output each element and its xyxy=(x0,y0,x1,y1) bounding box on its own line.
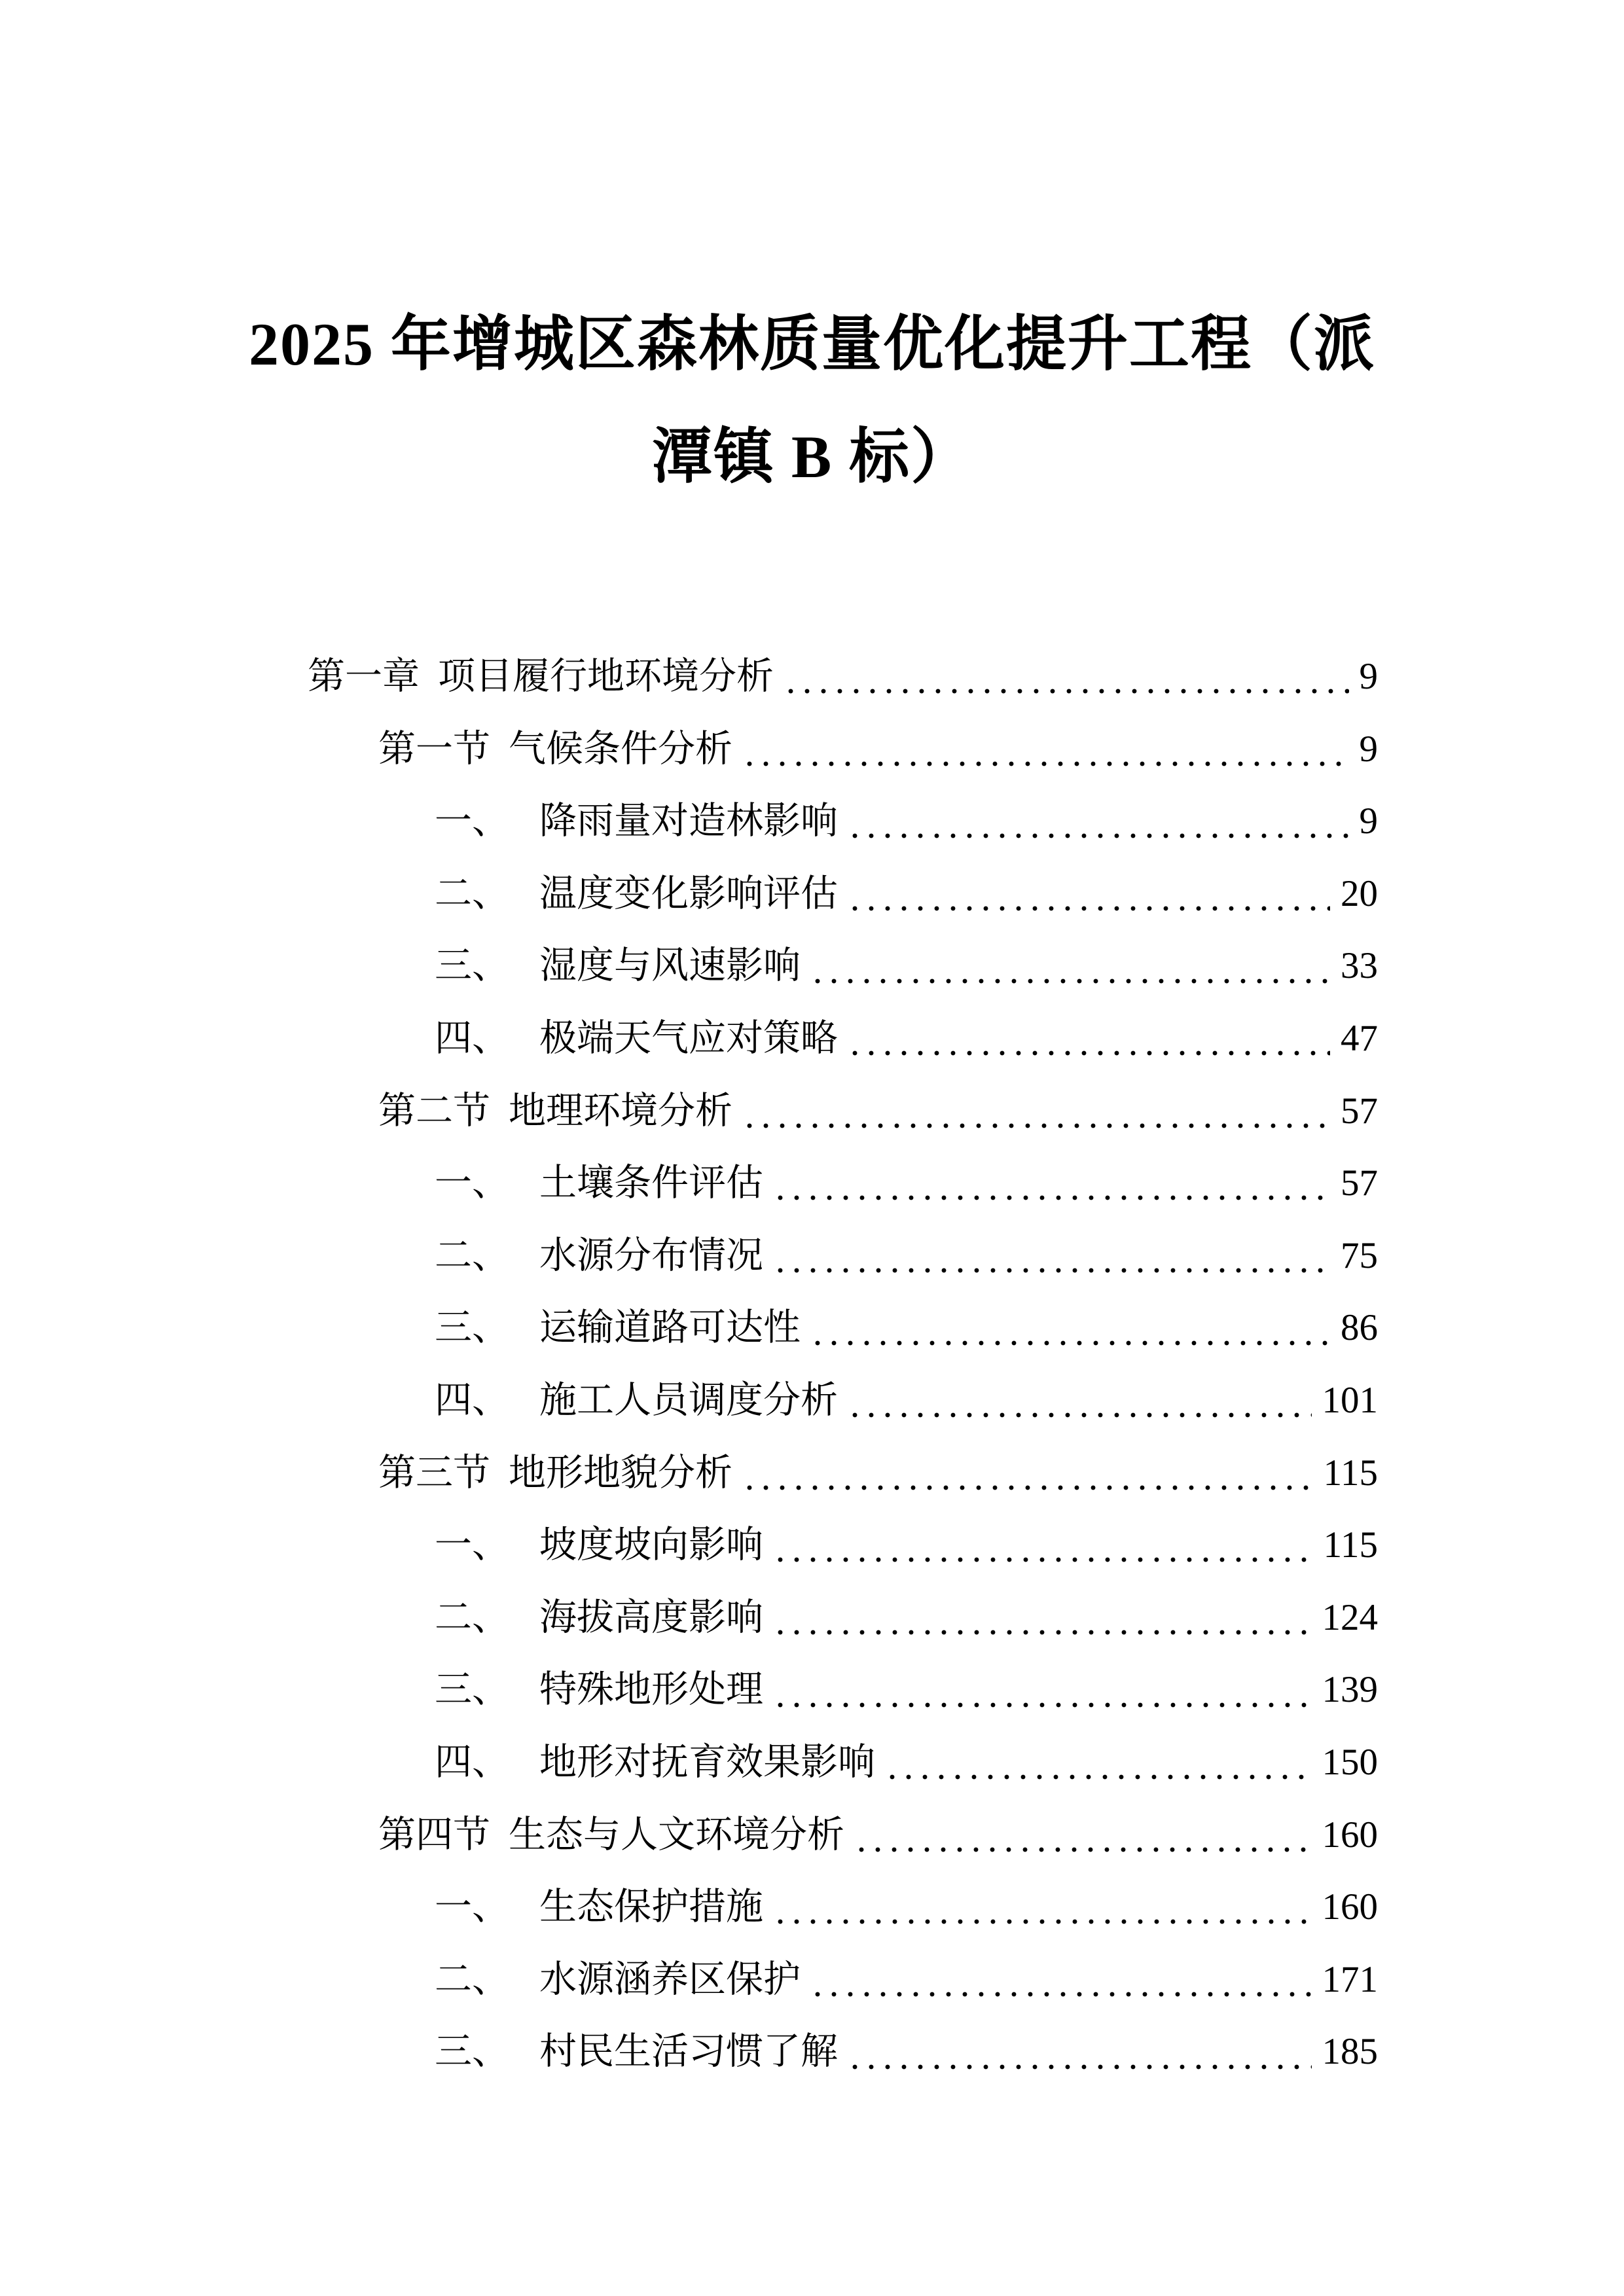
toc-page-number: 20 xyxy=(1341,872,1378,914)
toc-entry-label: 一、 xyxy=(435,800,509,842)
toc-dot-leader xyxy=(778,1702,1312,1708)
toc-page-number: 150 xyxy=(1322,1741,1378,1783)
toc-entry-label: 二、 xyxy=(435,1596,509,1638)
document-title-line-1: 2025 年增城区森林质量优化提升工程（派 xyxy=(248,311,1375,378)
toc-list xyxy=(0,641,1624,2089)
toc-entry-label: 三、 xyxy=(435,2031,509,2073)
toc-entry[interactable] xyxy=(0,1220,1378,1293)
toc-entry[interactable] xyxy=(0,785,1378,858)
toc-entry[interactable] xyxy=(0,1075,1378,1148)
toc-entry-title: 坡度坡向影响 xyxy=(539,1524,763,1566)
toc-dot-leader xyxy=(815,1340,1330,1346)
toc-dot-leader xyxy=(788,689,1349,694)
toc-entry-title: 地形地貌分析 xyxy=(509,1452,732,1494)
toc-entry-title: 湿度与风速影响 xyxy=(539,945,801,987)
toc-entry-label: 四、 xyxy=(435,1741,509,1783)
toc-page-number: 9 xyxy=(1359,656,1378,697)
toc-dot-leader xyxy=(815,1992,1312,1997)
toc-entry-title: 极端天气应对策略 xyxy=(539,1017,838,1059)
toc-dot-leader xyxy=(747,1485,1313,1490)
toc-entry-title: 水源分布情况 xyxy=(539,1234,763,1276)
toc-page-number: 57 xyxy=(1341,1162,1378,1204)
toc-entry-title: 气候条件分析 xyxy=(509,728,732,770)
toc-entry[interactable] xyxy=(0,1944,1378,2017)
toc-dot-leader xyxy=(778,1557,1313,1562)
toc-page-number: 139 xyxy=(1322,1669,1378,1711)
toc-entry[interactable] xyxy=(0,1365,1378,1437)
toc-page-number: 124 xyxy=(1322,1596,1378,1638)
toc-dot-leader xyxy=(778,1630,1312,1635)
toc-page-number: 185 xyxy=(1322,2031,1378,2073)
toc-dot-leader xyxy=(852,1412,1312,1418)
toc-entry-label: 二、 xyxy=(435,872,509,914)
toc-entry-title: 土壤条件评估 xyxy=(539,1162,763,1204)
toc-entry-title: 生态保护措施 xyxy=(539,1886,763,1928)
toc-page-number: 115 xyxy=(1323,1524,1378,1566)
toc-page-number: 9 xyxy=(1359,800,1378,842)
toc-page-number: 160 xyxy=(1322,1814,1378,1856)
toc-page-number: 57 xyxy=(1341,1090,1378,1132)
toc-entry-title: 地形对抚育效果影响 xyxy=(539,1741,875,1783)
toc-dot-leader xyxy=(778,1268,1330,1273)
toc-entry[interactable] xyxy=(0,641,1378,713)
toc-dot-leader xyxy=(852,906,1330,911)
toc-entry[interactable] xyxy=(0,1582,1378,1655)
document-title-line-2: 潭镇 B 标） xyxy=(651,423,973,490)
toc-dot-leader xyxy=(815,978,1330,984)
toc-entry-title: 特殊地形处理 xyxy=(539,1669,763,1711)
toc-entry-title: 生态与人文环境分析 xyxy=(509,1814,844,1856)
toc-entry-label: 三、 xyxy=(435,1307,509,1349)
toc-page-number: 75 xyxy=(1341,1234,1378,1276)
toc-dot-leader xyxy=(890,1774,1312,1780)
toc-entry[interactable] xyxy=(0,1292,1378,1365)
toc-entry-label: 一、 xyxy=(435,1886,509,1928)
toc-entry-label: 第一节 xyxy=(378,728,490,770)
toc-entry[interactable] xyxy=(0,858,1378,931)
toc-entry-title: 项目履行地环境分析 xyxy=(438,656,774,697)
toc-entry-label: 第一章 xyxy=(308,656,420,697)
toc-entry-title: 地理环境分析 xyxy=(509,1090,732,1132)
toc-dot-leader xyxy=(778,1195,1330,1200)
toc-entry-title: 村民生活习惯了解 xyxy=(539,2031,838,2073)
toc-entry[interactable] xyxy=(0,930,1378,1003)
toc-entry-label: 第四节 xyxy=(378,1814,490,1856)
toc-entry[interactable] xyxy=(0,1003,1378,1075)
toc-dot-leader xyxy=(852,833,1349,838)
toc-entry-label: 第三节 xyxy=(378,1452,490,1494)
toc-entry-title: 海拔高度影响 xyxy=(539,1596,763,1638)
toc-entry-label: 三、 xyxy=(435,1669,509,1711)
toc-entry-label: 一、 xyxy=(435,1162,509,1204)
toc-entry-label: 四、 xyxy=(435,1017,509,1059)
toc-entry-title: 温度变化影响评估 xyxy=(539,872,838,914)
toc-page-number: 160 xyxy=(1322,1886,1378,1928)
toc-entry[interactable] xyxy=(0,1437,1378,1510)
toc-entry-label: 三、 xyxy=(435,945,509,987)
toc-entry-label: 第二节 xyxy=(378,1090,490,1132)
toc-entry[interactable] xyxy=(0,1654,1378,1727)
toc-entry-label: 二、 xyxy=(435,1234,509,1276)
toc-page-number: 9 xyxy=(1359,728,1378,770)
toc-entry[interactable] xyxy=(0,1799,1378,1872)
toc-entry-label: 四、 xyxy=(435,1379,509,1421)
toc-entry-label: 二、 xyxy=(435,1958,509,2000)
toc-page-number: 33 xyxy=(1341,945,1378,987)
document-title xyxy=(0,288,1624,513)
toc-entry-title: 施工人员调度分析 xyxy=(539,1379,838,1421)
toc-entry[interactable] xyxy=(0,1727,1378,1799)
toc-page-number: 86 xyxy=(1341,1307,1378,1349)
toc-page-number: 115 xyxy=(1323,1452,1378,1494)
toc-page-number: 171 xyxy=(1322,1958,1378,2000)
toc-entry-title: 运输道路可达性 xyxy=(539,1307,801,1349)
toc-entry[interactable] xyxy=(0,1147,1378,1220)
toc-entry-title: 水源涵养区保护 xyxy=(539,1958,801,2000)
toc-page-number: 47 xyxy=(1341,1017,1378,1059)
toc-dot-leader xyxy=(778,1919,1312,1924)
toc-dot-leader xyxy=(859,1847,1312,1852)
toc-entry[interactable] xyxy=(0,1509,1378,1582)
toc-dot-leader xyxy=(747,1123,1330,1128)
toc-entry-label: 一、 xyxy=(435,1524,509,1566)
toc-entry[interactable] xyxy=(0,713,1378,786)
toc-dot-leader xyxy=(852,1050,1330,1056)
toc-entry[interactable] xyxy=(0,1871,1378,1944)
toc-page-number: 101 xyxy=(1322,1379,1378,1421)
toc-entry-title: 降雨量对造林影响 xyxy=(539,800,838,842)
toc-dot-leader xyxy=(747,761,1349,766)
toc-entry[interactable] xyxy=(0,2016,1378,2089)
toc-dot-leader xyxy=(852,2064,1312,2070)
